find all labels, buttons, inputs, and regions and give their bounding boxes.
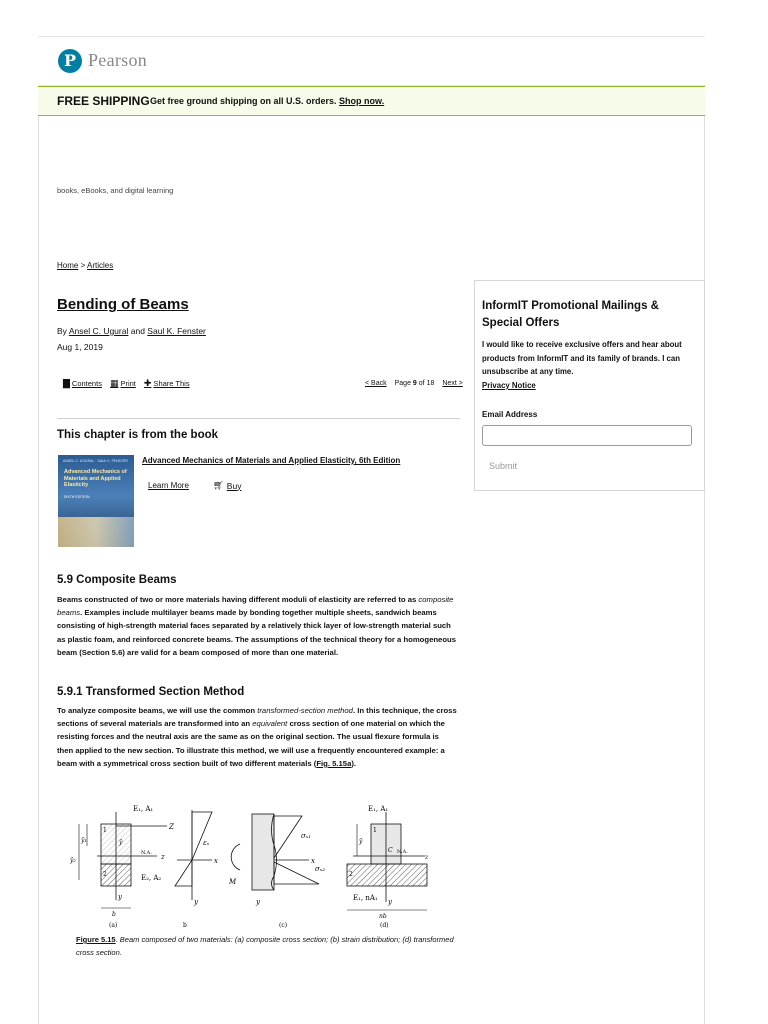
panel-d [347, 805, 429, 929]
byline-by: By [57, 326, 67, 336]
chapter-heading: This chapter is from the book [57, 429, 219, 441]
article-toolbar [63, 378, 190, 389]
cover-edition: SIXTH EDITION [64, 495, 90, 499]
cover-title: Advanced Mechanics of Materials and Applied Elasticity [64, 469, 127, 488]
panel-a [69, 805, 174, 929]
author-link-fenster[interactable]: Saul K. Fenster [147, 326, 206, 336]
transformed-section-paragraph: To analyze composite beams, we will use the common transformed-section method. In this technique, the cross sections of several materials are transformed into an equivalent cross section of one material on which the resisting forces and the neutral axis are the same as on the original section. The usual flexure formula is then applied to the new section. To illustrate this method, we will use a frequently encountered example: a beam with a symmetrical cross section built of two different materials (Fig. 5.15a). [57, 706, 457, 768]
cover-artwork [58, 517, 134, 547]
shipping-banner [38, 86, 705, 116]
email-label: Email Address [482, 410, 538, 419]
tagline: books, eBooks, and digital learning [57, 186, 174, 195]
print-button[interactable] [110, 378, 136, 389]
svg-text:x: x [214, 857, 218, 865]
svg-text:1: 1 [373, 827, 377, 834]
svg-text:σₓ₁: σₓ₁ [301, 832, 312, 840]
svg-text:z: z [161, 853, 165, 861]
label-c: (c) [279, 922, 288, 929]
svg-text:C: C [388, 847, 393, 854]
svg-text:ȳ₂: ȳ₂ [70, 857, 76, 864]
buy-label: Buy [226, 480, 242, 491]
promo-text: I would like to receive exclusive offers and hear about products from InformIT and its family of brands. I can unsubscribe at any time. [482, 340, 682, 376]
svg-text:b: b [112, 911, 116, 918]
email-field[interactable] [482, 425, 692, 446]
print-label: Print [120, 379, 136, 388]
composite-beams-paragraph: Beams constructed of two or more materials having different moduli of elasticity are referred to as composite beams. Examples include multilayer beams made by bonding together multiple sheets, sandwich beams consisting of high-strength material faces separated by a relatively thick layer of low-strength material such as plastic foam, and reinforced concrete beams. The assumptions of the technical theory for a homogeneous beam (Section 5.6) are valid for a beam composed of more than one material. [57, 595, 456, 657]
page-indicator: Page 9 of 18 [394, 380, 435, 387]
share-label: Share This [153, 379, 190, 388]
label-d: (d) [380, 922, 389, 929]
author-link-ugural[interactable]: Ansel C. Ugural [68, 326, 129, 336]
document-icon: ▇ [63, 378, 70, 388]
breadcrumb-home[interactable]: Home [57, 261, 79, 270]
divider [57, 418, 460, 419]
svg-text:z: z [425, 854, 429, 861]
breadcrumb [57, 261, 113, 270]
book-cover-image[interactable] [58, 455, 134, 547]
svg-text:y: y [118, 893, 122, 901]
shipping-text [150, 96, 384, 106]
beam-diagram [57, 800, 457, 932]
breadcrumb-articles[interactable]: Articles [87, 261, 114, 270]
contents-label: Contents [71, 379, 102, 388]
svg-text:ȳ₁: ȳ₁ [81, 837, 87, 844]
svg-text:nb: nb [379, 913, 387, 920]
article-title[interactable]: Bending of Beams [57, 296, 189, 313]
section-heading-composite-beams: 5.9 Composite Beams [57, 574, 177, 586]
label-e2a2: E₂, A₂ [141, 874, 162, 882]
svg-text:y: y [256, 898, 260, 906]
promo-title: InformIT Promotional Mailings & Special Offers [482, 300, 659, 329]
svg-text:y: y [194, 898, 198, 906]
svg-text:E₁, A₁: E₁, A₁ [368, 805, 389, 813]
site-header [38, 36, 705, 86]
back-link[interactable]: < Back [365, 380, 387, 387]
svg-text:N.A.: N.A. [141, 850, 152, 856]
shop-now-link[interactable]: Shop now. [339, 96, 385, 106]
label-a: (a) [109, 922, 118, 929]
promo-signup-panel [474, 280, 705, 491]
brand-name[interactable]: Pearson [88, 50, 148, 70]
pagination [365, 380, 463, 387]
share-button[interactable] [144, 378, 190, 389]
svg-text:2: 2 [349, 871, 353, 878]
svg-text:ȳ: ȳ [119, 839, 123, 846]
learn-more-link[interactable]: Learn More [148, 481, 189, 490]
figure-5-15 [57, 800, 457, 932]
svg-text:E₁, nA₁: E₁, nA₁ [353, 894, 378, 902]
book-title-link[interactable]: Advanced Mechanics of Materials and Applied Elasticity, 6th Edition [142, 456, 401, 465]
byline [57, 326, 206, 336]
shipping-message: Get free ground shipping on all U.S. orders. [150, 96, 337, 106]
submit-button[interactable]: Submit [489, 461, 518, 471]
privacy-notice-link[interactable]: Privacy Notice [482, 381, 536, 390]
svg-text:Z: Z [169, 823, 174, 831]
label-b: b [183, 922, 187, 929]
svg-text:εₓ: εₓ [203, 839, 210, 847]
svg-text:2: 2 [103, 871, 107, 878]
byline-and: and [130, 326, 145, 336]
figure-link[interactable]: Fig. 5.15a [316, 758, 352, 768]
next-link[interactable]: Next > [442, 380, 463, 387]
svg-text:ȳ: ȳ [359, 838, 363, 845]
breadcrumb-separator: > [80, 261, 86, 270]
section-heading-transformed-section: 5.9.1 Transformed Section Method [57, 686, 245, 698]
label-e1a1: E₁, A₁ [133, 805, 154, 813]
pearson-logo-icon[interactable]: P [58, 49, 82, 73]
plus-icon: ✚ [143, 378, 152, 388]
svg-text:M: M [229, 878, 237, 886]
panel-c [228, 814, 325, 929]
svg-text:σₓ₂: σₓ₂ [315, 865, 326, 873]
svg-text:N.A.: N.A. [397, 849, 408, 855]
shipping-title: FREE SHIPPING [57, 94, 150, 108]
figure-caption: Figure 5.15. Beam composed of two materials: (a) composite cross section; (b) strain distribution; (d) transformed cross section. [76, 935, 454, 957]
printer-icon: ▦ [109, 378, 119, 388]
cover-authors: ANSEL C. UGURAL · SAUL K. FENSTER [63, 459, 128, 463]
publish-date: Aug 1, 2019 [57, 342, 103, 352]
buy-button[interactable] [213, 480, 241, 491]
svg-text:1: 1 [103, 827, 107, 834]
svg-text:x: x [311, 857, 315, 865]
svg-text:y: y [388, 898, 392, 906]
cart-icon: 🛒︎ [213, 480, 224, 490]
contents-button[interactable] [63, 378, 102, 389]
panel-b [175, 810, 218, 929]
figure-caption-link[interactable]: Figure 5.15 [76, 935, 116, 944]
